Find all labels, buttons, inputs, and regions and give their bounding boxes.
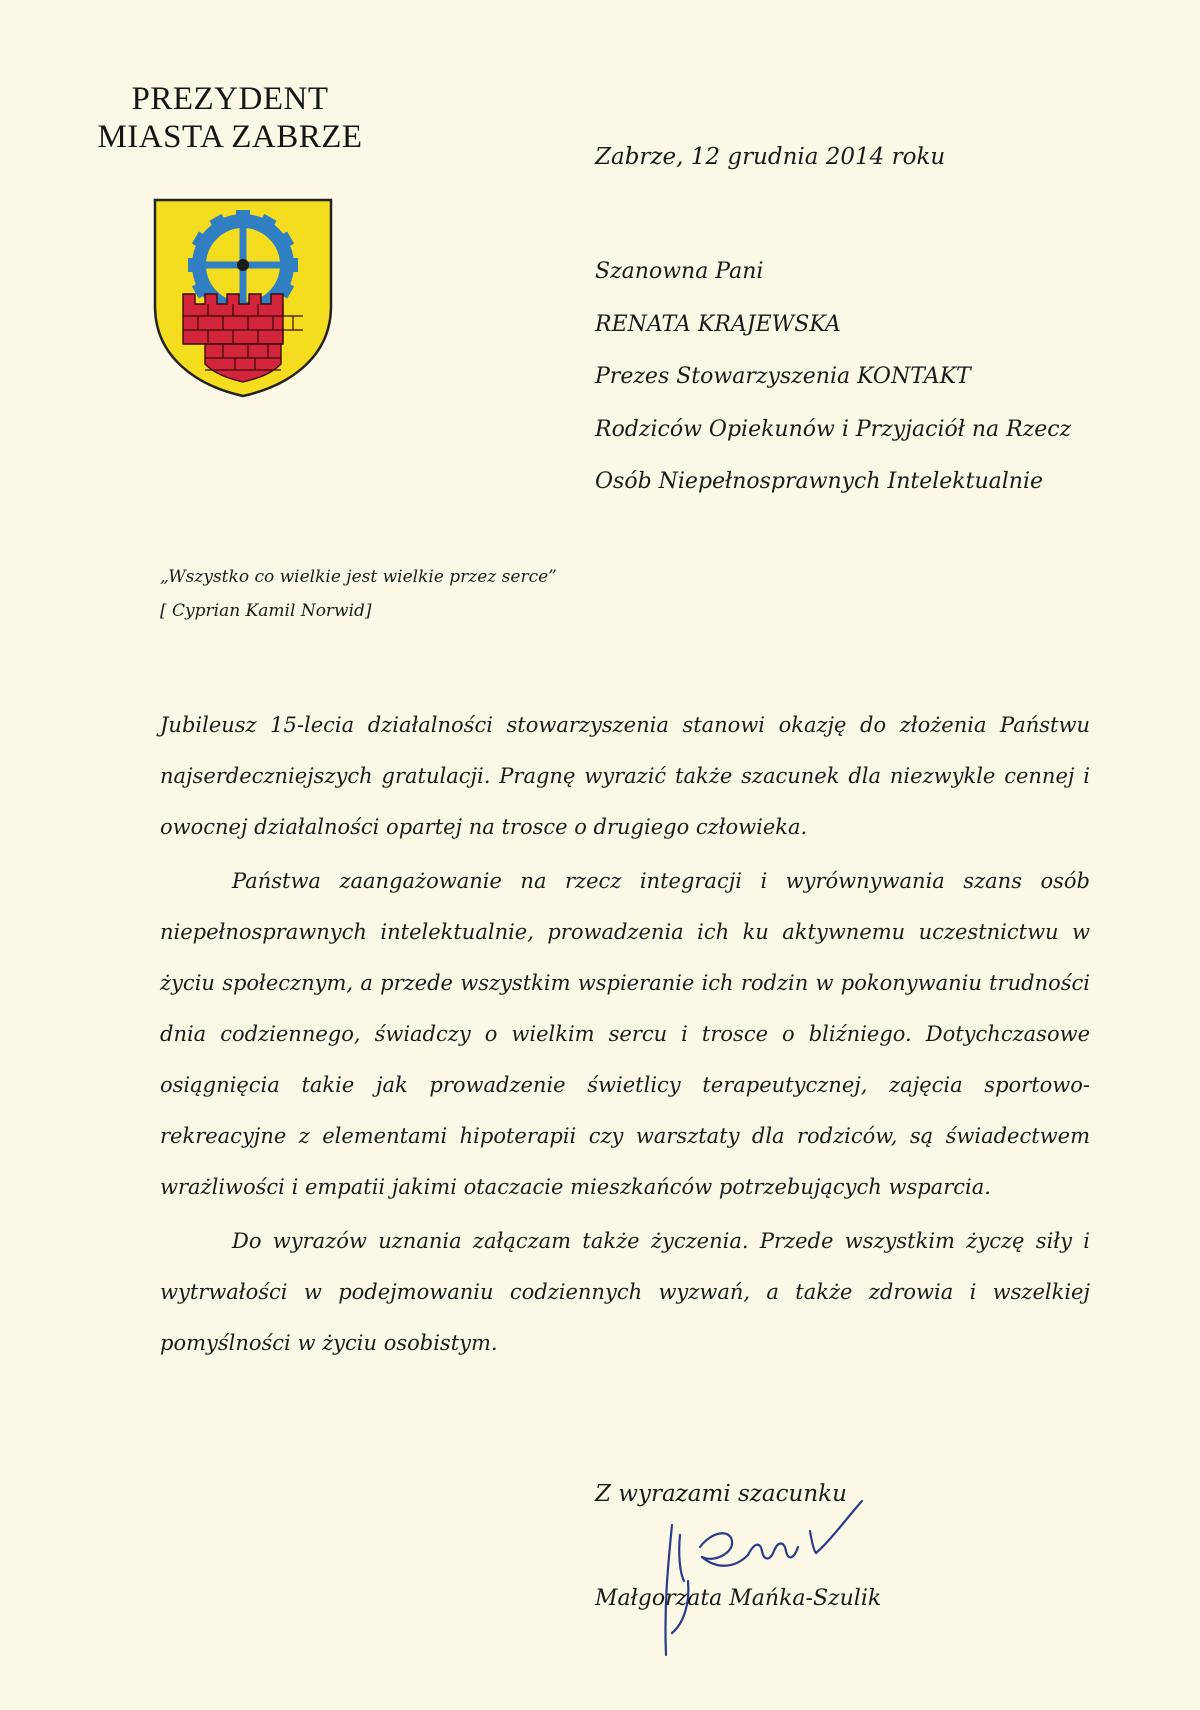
- motto-quote: [160, 560, 557, 628]
- letterhead: [60, 80, 400, 156]
- quote-text: „Wszystko co wielkie jest wielkie przez serce”: [160, 567, 557, 587]
- signer-name: Małgorzata Mańka-Szulik: [595, 1586, 882, 1611]
- letterhead-line-1: PREZYDENT: [131, 81, 329, 117]
- recipient-block: [595, 246, 1071, 509]
- quote-author: [ Cyprian Kamil Norwid]: [160, 601, 372, 621]
- body-paragraph-1: Jubileusz 15-lecia działalności stowarzyszenia stanowi okazję do złożenia Państwu najserdeczniejszych gratulacji. Pragnę wyrazić także szacunek dla niezwykle cennej i owocnej działalności opartej na trosce o drugiego człowieka.: [160, 713, 1090, 839]
- recipient-org-line-2: Osób Niepełnosprawnych Intelektualnie: [595, 469, 1044, 494]
- salutation: Szanowna Pani: [595, 259, 764, 284]
- recipient-org-line-1: Rodziców Opiekunów i Przyjaciół na Rzecz: [595, 416, 1072, 442]
- recipient-name: RENATA KRAJEWSKA: [595, 311, 841, 337]
- closing-phrase: Z wyrazami szacunku: [595, 1481, 847, 1507]
- letterhead-line-2: MIASTA ZABRZE: [97, 119, 363, 155]
- letter-body: [160, 700, 1090, 1372]
- handwritten-signature-icon: [650, 1495, 900, 1665]
- zabrze-coat-of-arms-icon: [153, 198, 333, 398]
- recipient-role: Prezes Stowarzyszenia KONTAKT: [595, 364, 971, 389]
- body-paragraph-3: Do wyrazów uznania załączam także życzenia. Przede wszystkim życzę siły i wytrwałości w podejmowaniu codziennych wyzwań, a także zdrowia i wszelkiej pomyślności w życiu osobistym.: [160, 1229, 1090, 1355]
- body-paragraph-2: Państwa zaangażowanie na rzecz integracji i wyrównywania szans osób niepełnosprawnych intelektualnie, prowadzenia ich ku aktywnemu uczestnictwu w życiu społecznym, a przede wszystkim wspieranie ich rodzin w pokonywaniu trudności dnia codziennego, świadczy o wielkim sercu i trosce o bliźniego. Dotychczasowe osiągnięcia takie jak prowadzenie świetlicy terapeutycznej, zajęcia sportowo-rekreacyjne z elementami hipoterapii czy warsztaty dla rodziców, są świadectwem wrażliwości i empatii jakimi otaczacie mieszkańców potrzebujących wsparcia.: [160, 869, 1090, 1199]
- letter-date: Zabrze, 12 grudnia 2014 roku: [595, 144, 946, 170]
